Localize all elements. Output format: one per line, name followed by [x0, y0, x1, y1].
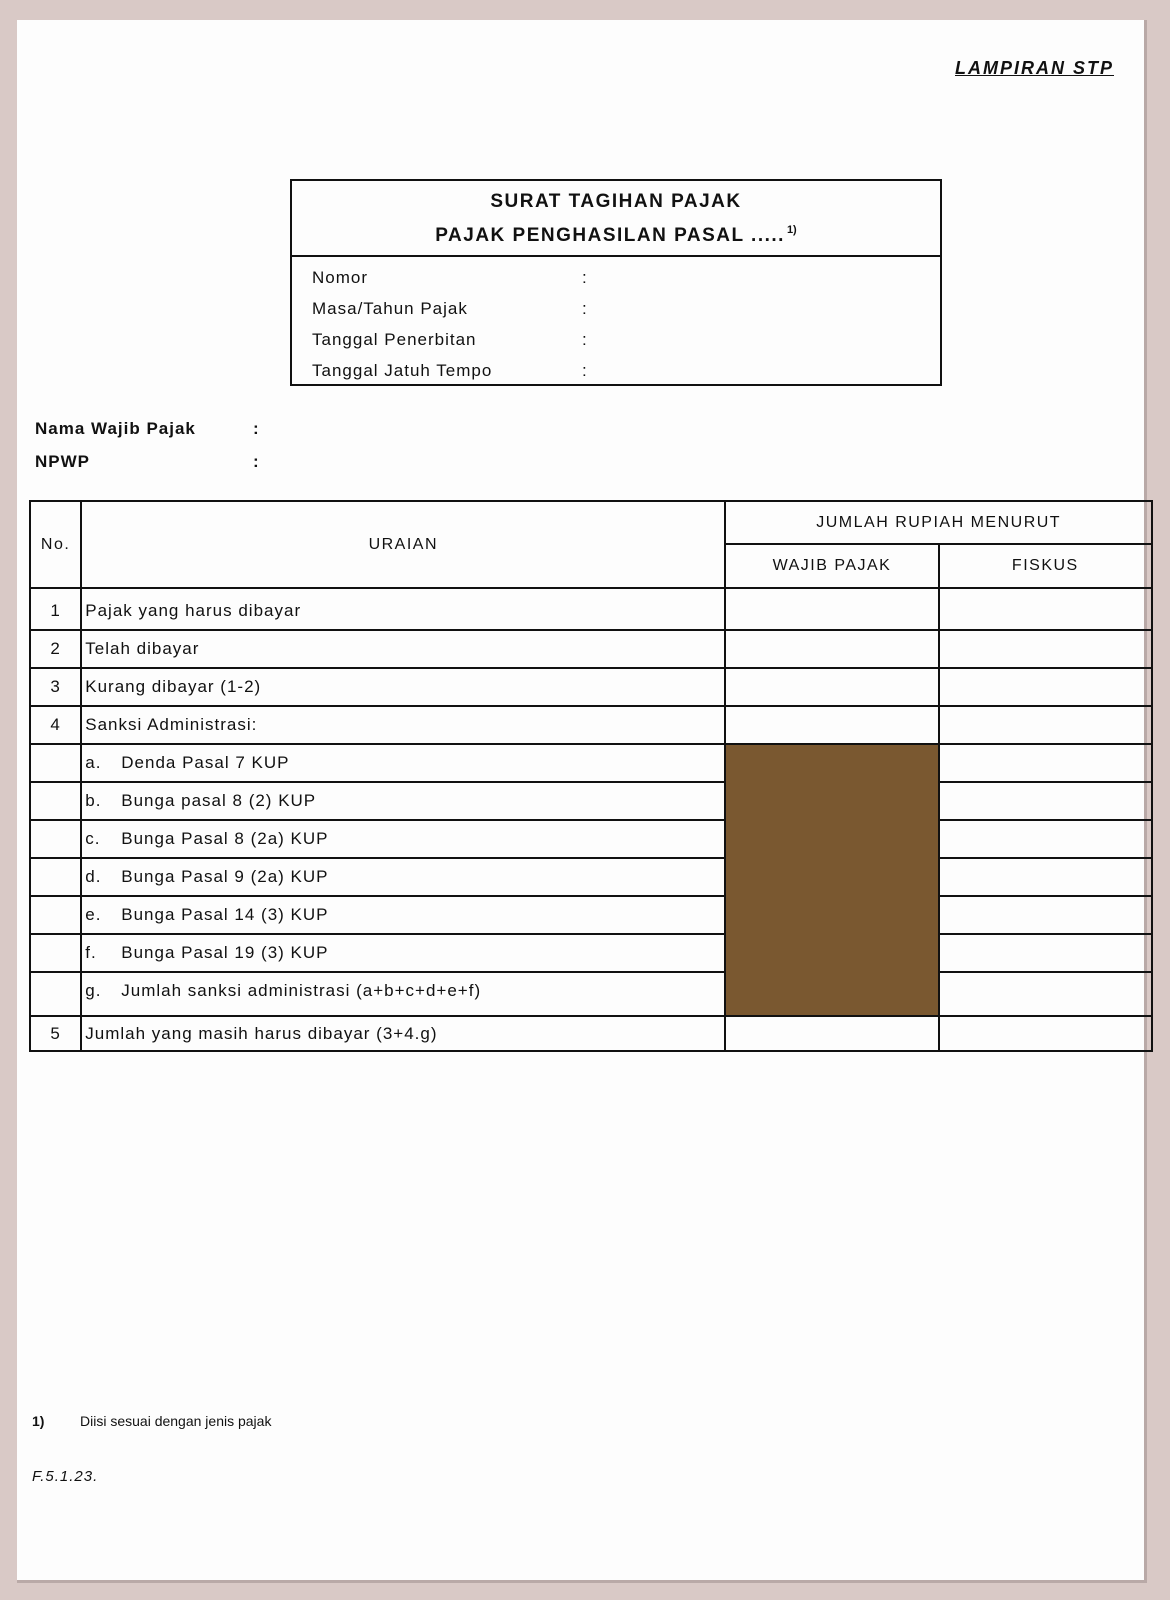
row-description: [81, 896, 725, 934]
row-number: 4: [30, 706, 81, 744]
sub-item-text: Bunga Pasal 14 (3) KUP: [121, 905, 329, 924]
row-number: [30, 820, 81, 858]
cell-fiskus[interactable]: [939, 744, 1152, 782]
field-colon: :: [253, 419, 260, 438]
title-line-2: PAJAK PENGHASILAN PASAL .....: [435, 224, 785, 246]
table-row: [30, 706, 1152, 744]
header-fields: [292, 257, 940, 389]
sub-item-text: Bunga Pasal 19 (3) KUP: [121, 943, 329, 962]
field-colon: :: [582, 299, 588, 318]
field-nomor: [292, 265, 940, 296]
row-number: [30, 782, 81, 820]
cell-wajib-pajak[interactable]: [725, 1016, 938, 1051]
footnote: [32, 1413, 271, 1429]
row-description: [81, 782, 725, 820]
title-footnote-mark: 1): [786, 223, 797, 236]
row-description: [81, 744, 725, 782]
row-description: Kurang dibayar (1-2): [81, 668, 725, 706]
table-row: [30, 588, 1152, 630]
cell-fiskus[interactable]: [939, 934, 1152, 972]
cell-wajib-pajak[interactable]: [725, 630, 938, 668]
table-row: [30, 820, 1152, 858]
cell-fiskus[interactable]: [939, 820, 1152, 858]
row-number: [30, 858, 81, 896]
form-code: F.5.1.23.: [32, 1468, 99, 1485]
row-number: 3: [30, 668, 81, 706]
field-colon: :: [582, 330, 588, 349]
row-description: Sanksi Administrasi:: [81, 706, 725, 744]
taxpayer-info: [35, 415, 295, 481]
row-number: 2: [30, 630, 81, 668]
footnote-number: 1): [32, 1413, 45, 1429]
sub-item-letter: e.: [85, 905, 102, 924]
table-row: [30, 744, 1152, 782]
row-number: [30, 896, 81, 934]
document-title: [292, 181, 940, 257]
footnote-text: Diisi sesuai dengan jenis pajak: [80, 1413, 272, 1429]
header-uraian: URAIAN: [81, 501, 725, 588]
cell-fiskus[interactable]: [939, 896, 1152, 934]
document-page: [17, 20, 1147, 1583]
row-number: [30, 934, 81, 972]
cell-wajib-pajak[interactable]: [725, 706, 938, 744]
sub-item-text: Bunga Pasal 9 (2a) KUP: [121, 867, 329, 886]
field-label: Tanggal Penerbitan: [312, 330, 477, 349]
table-row: [30, 630, 1152, 668]
attachment-label: LAMPIRAN STP: [955, 58, 1114, 78]
total-row: [30, 1016, 1152, 1051]
row-number: [30, 972, 81, 1016]
cell-fiskus[interactable]: [939, 972, 1152, 1016]
header-jumlah: JUMLAH RUPIAH MENURUT: [725, 501, 1152, 544]
cell-fiskus[interactable]: [939, 706, 1152, 744]
table-row: [30, 782, 1152, 820]
header-fiskus: FISKUS: [939, 544, 1152, 588]
cell-wajib-pajak[interactable]: [725, 668, 938, 706]
table-row: [30, 896, 1152, 934]
sub-item-letter: c.: [85, 829, 101, 848]
field-tanggal-jatuh-tempo: [292, 358, 940, 389]
sub-item-letter: g.: [85, 981, 102, 1000]
sub-item-text: Denda Pasal 7 KUP: [121, 753, 290, 772]
cell-fiskus[interactable]: [939, 630, 1152, 668]
field-colon: :: [582, 361, 588, 380]
title-line-2-wrap: [435, 216, 796, 250]
cell-fiskus[interactable]: [939, 668, 1152, 706]
row-description: Pajak yang harus dibayar: [81, 588, 725, 630]
row-number: [30, 744, 81, 782]
field-colon: :: [582, 268, 588, 287]
sub-item-letter: a.: [85, 753, 102, 772]
cell-fiskus[interactable]: [939, 588, 1152, 630]
npwp-label: NPWP: [35, 452, 90, 471]
cell-fiskus[interactable]: [939, 1016, 1152, 1051]
table-row: [30, 858, 1152, 896]
field-colon: :: [253, 452, 260, 471]
row-number: 1: [30, 588, 81, 630]
sub-item-text: Bunga pasal 8 (2) KUP: [121, 791, 317, 810]
sub-item-letter: d.: [85, 867, 102, 886]
taxpayer-name-label: Nama Wajib Pajak: [35, 419, 196, 438]
sub-item-text: Bunga Pasal 8 (2a) KUP: [121, 829, 329, 848]
field-label: Tanggal Jatuh Tempo: [312, 361, 493, 380]
header-box: [290, 179, 942, 386]
title-line-1: SURAT TAGIHAN PAJAK: [490, 190, 742, 212]
tax-table: [29, 500, 1153, 1052]
row-description: [81, 820, 725, 858]
npwp-row: [35, 448, 295, 481]
field-label: Masa/Tahun Pajak: [312, 299, 468, 318]
table-row: [30, 934, 1152, 972]
row-description: Telah dibayar: [81, 630, 725, 668]
row-description: [81, 972, 725, 1016]
table-body: [30, 588, 1152, 1051]
row-number: 5: [30, 1016, 81, 1051]
sub-item-letter: b.: [85, 791, 102, 810]
shaded-cell: [725, 744, 938, 1016]
header-wajib-pajak: WAJIB PAJAK: [725, 544, 938, 588]
row-description: Jumlah yang masih harus dibayar (3+4.g): [81, 1016, 725, 1051]
sub-item-letter: f.: [85, 943, 97, 962]
taxpayer-name-row: [35, 415, 295, 448]
header-no: No.: [30, 501, 81, 588]
cell-fiskus[interactable]: [939, 782, 1152, 820]
cell-fiskus[interactable]: [939, 858, 1152, 896]
field-tanggal-penerbitan: [292, 327, 940, 358]
table-row: [30, 668, 1152, 706]
row-description: [81, 934, 725, 972]
sub-item-text: Jumlah sanksi administrasi (a+b+c+d+e+f): [121, 981, 482, 1000]
table-row: [30, 972, 1152, 1016]
field-masa-tahun: [292, 296, 940, 327]
field-label: Nomor: [312, 268, 369, 287]
row-description: [81, 858, 725, 896]
cell-wajib-pajak[interactable]: [725, 588, 938, 630]
